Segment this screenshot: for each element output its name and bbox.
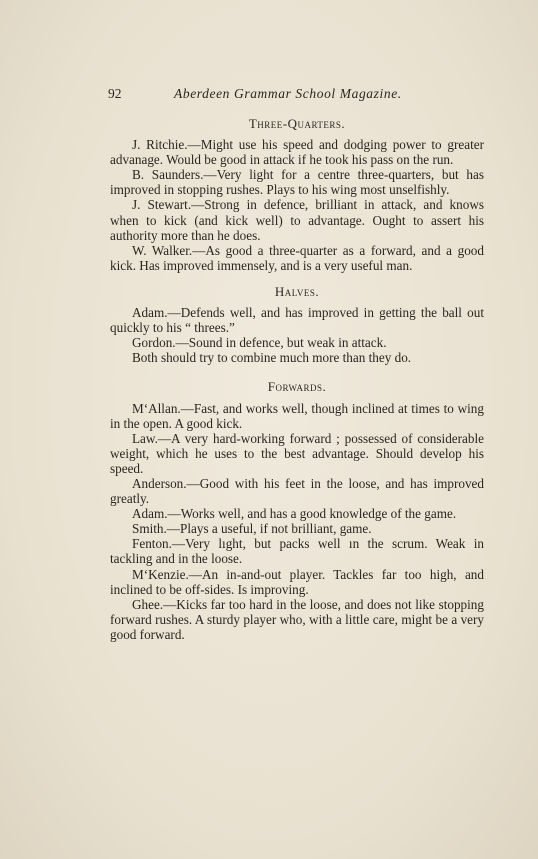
paragraph: W. Walker.—As good a three-quarter as a forward, and a good kick. Has improved immensely, and is a very useful man. [110, 242, 484, 273]
section-three-quarters [110, 116, 484, 273]
section-forwards [110, 379, 484, 642]
section-title: Halves. [274, 283, 320, 299]
paragraph: Fenton.—Very lıght, but packs well ın the scrum. Weak in tackling and in the loose. [110, 536, 484, 567]
paragraph: Both should try to combine much more than they do. [132, 350, 412, 366]
section-title: Forwards. [267, 379, 327, 395]
paragraph: J. Stewart.—Strong in defence, brilliant in attack, and knows when to kick (and kick well) to advantage. Ought to assert his authority more than he does. [110, 197, 484, 243]
paragraph: Adam.—Defends well, and has improved in getting the ball out quickly to his “ threes.” [110, 305, 484, 336]
paragraph: Gordon.—Sound in defence, but weak in attack. [132, 335, 387, 351]
page-header [108, 86, 484, 106]
page-number: 92 [108, 86, 122, 101]
paragraph: B. Saunders.—Very light for a centre three-quarters, but has improved in stopping rushes. Plays to his wing most unselfishly. [110, 167, 484, 198]
paragraph: Ghee.—Kicks far too hard in the loose, and does not like stopping forward rushes. A sturdy player who, with a little care, might be a very good forward. [110, 596, 484, 642]
paragraph: J. Ritchie.—Might use his speed and dodging power to greater advanage. Would be good in attack if he took his pass on the run. [110, 137, 484, 168]
paragraph: M‘Kenzie.—An in-and-out player. Tackles far too high, and inclined to be off-sides. Is improving. [110, 566, 484, 597]
paragraph: Smith.—Plays a useful, if not brilliant, game. [132, 521, 372, 537]
page-content [110, 116, 484, 642]
paragraph: Adam.—Works well, and has a good knowledge of the game. [132, 506, 457, 522]
section-halves [110, 284, 484, 365]
section-title: Three-Quarters. [248, 116, 346, 131]
paragraph: M‘Allan.—Fast, and works well, though inclined at times to wing in the open. A good kick. [110, 400, 484, 431]
running-title: Aberdeen Grammar School Magazine. [174, 86, 402, 101]
paragraph: Anderson.—Good with his feet in the loose, and has improved greatly. [110, 475, 484, 507]
paragraph: Law.—A very hard-working forward ; possessed of considerable weight, which he uses to the best advantage. Should develop his speed. [110, 430, 484, 476]
